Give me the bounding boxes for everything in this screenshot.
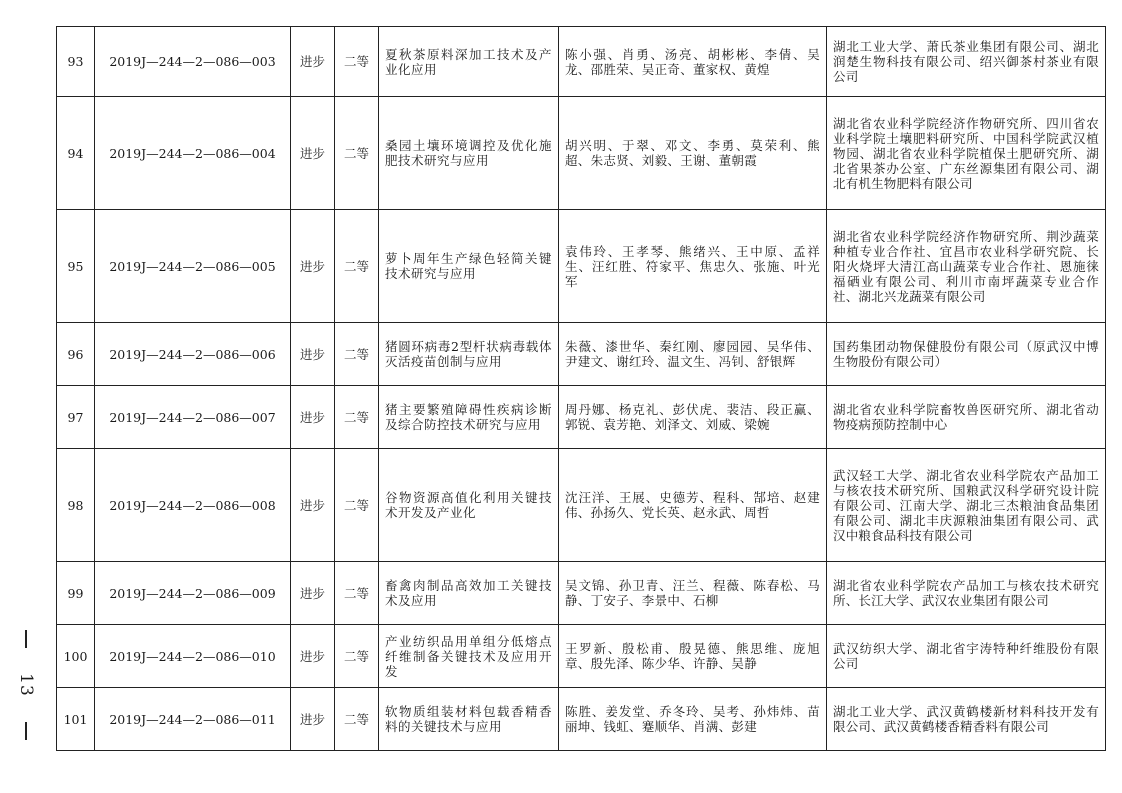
award-category: 进步 (291, 562, 335, 625)
row-number: 97 (57, 386, 95, 449)
row-number: 101 (57, 688, 95, 751)
project-title: 产业纺织品用单组分低熔点纤维制备关键技术及应用开发 (379, 625, 559, 688)
page-number-dash-top (25, 630, 27, 648)
project-title: 畜禽肉制品高效加工关键技术及应用 (379, 562, 559, 625)
award-category: 进步 (291, 210, 335, 323)
main-units: 湖北省农业科学院经济作物研究所、四川省农业科学院土壤肥料研究所、中国科学院武汉植物园、湖北省农业科学院植保土肥研究所、湖北省果茶办公室、广东丝源集团有限公司、湖北有机生物肥料有限公司 (827, 97, 1106, 210)
award-category: 进步 (291, 97, 335, 210)
project-title: 桑园土壤环境调控及优化施肥技术研究与应用 (379, 97, 559, 210)
main-contributors: 沈汪洋、王展、史德芳、程科、郜培、赵建伟、孙扬久、党长英、赵永武、周哲 (559, 449, 827, 562)
main-units: 湖北省农业科学院经济作物研究所、荆沙蔬菜种植专业合作社、宜昌市农业科学研究院、长阳火烧坪大清江高山蔬菜专业合作社、恩施徕福硒业有限公司、利川市南坪蔬菜专业合作社、湖北兴龙蔬菜有限公司 (827, 210, 1106, 323)
award-category: 进步 (291, 386, 335, 449)
row-number: 96 (57, 323, 95, 386)
project-code: 2019J—244—2—086—003 (95, 27, 291, 97)
row-number: 98 (57, 449, 95, 562)
table-row (57, 625, 1106, 688)
table-row (57, 449, 1106, 562)
award-grade: 二等 (335, 688, 379, 751)
project-code: 2019J—244—2—086—008 (95, 449, 291, 562)
award-category: 进步 (291, 323, 335, 386)
project-title: 萝卜周年生产绿色轻简关键技术研究与应用 (379, 210, 559, 323)
page-number-dash-bottom (25, 722, 27, 740)
project-title: 猪主要繁殖障碍性疾病诊断及综合防控技术研究与应用 (379, 386, 559, 449)
page-number (12, 630, 40, 740)
table-row (57, 688, 1106, 751)
award-grade: 二等 (335, 97, 379, 210)
main-units: 武汉轻工大学、湖北省农业科学院农产品加工与核农技术研究所、国粮武汉科学研究设计院有限公司、江南大学、湖北三杰粮油食品集团有限公司、湖北丰庆源粮油集团有限公司、武汉中粮食品科技有限公司 (827, 449, 1106, 562)
main-units: 国药集团动物保健股份有限公司（原武汉中博生物股份有限公司） (827, 323, 1106, 386)
main-contributors: 袁伟玲、王孝琴、熊绪兴、王中原、孟祥生、汪红胜、符家平、焦忠久、张施、叶光军 (559, 210, 827, 323)
row-number: 100 (57, 625, 95, 688)
row-number: 95 (57, 210, 95, 323)
row-number: 93 (57, 27, 95, 97)
award-category: 进步 (291, 449, 335, 562)
main-contributors: 周丹娜、杨克礼、彭伏虎、裴洁、段正赢、郭锐、袁芳艳、刘泽文、刘威、梁婉 (559, 386, 827, 449)
award-category: 进步 (291, 688, 335, 751)
main-units: 湖北工业大学、萧氏茶业集团有限公司、湖北润楚生物科技有限公司、绍兴御茶村茶业有限公司 (827, 27, 1106, 97)
main-contributors: 朱薇、漆世华、秦红刚、廖园园、吴华伟、尹建文、谢红玲、温文生、冯钊、舒银辉 (559, 323, 827, 386)
main-units: 武汉纺织大学、湖北省宇涛特种纤维股份有限公司 (827, 625, 1106, 688)
awards-table-body (57, 27, 1106, 751)
row-number: 99 (57, 562, 95, 625)
award-grade: 二等 (335, 210, 379, 323)
main-units: 湖北省农业科学院畜牧兽医研究所、湖北省动物疫病预防控制中心 (827, 386, 1106, 449)
project-title: 猪圆环病毒2型杆状病毒载体灭活疫苗创制与应用 (379, 323, 559, 386)
main-units: 湖北省农业科学院农产品加工与核农技术研究所、长江大学、武汉农业集团有限公司 (827, 562, 1106, 625)
award-grade: 二等 (335, 27, 379, 97)
table-row (57, 386, 1106, 449)
main-contributors: 陈胜、姜发堂、乔冬玲、吴考、孙炜炜、苗丽坤、钱虹、蹇顺华、肖满、彭建 (559, 688, 827, 751)
project-code: 2019J—244—2—086—011 (95, 688, 291, 751)
project-code: 2019J—244—2—086—009 (95, 562, 291, 625)
table-row (57, 27, 1106, 97)
project-code: 2019J—244—2—086—010 (95, 625, 291, 688)
table-row (57, 210, 1106, 323)
award-category: 进步 (291, 625, 335, 688)
main-contributors: 胡兴明、于翠、邓文、李勇、莫荣利、熊超、朱志贤、刘毅、王谢、董朝霞 (559, 97, 827, 210)
award-grade: 二等 (335, 625, 379, 688)
project-code: 2019J—244—2—086—005 (95, 210, 291, 323)
row-number: 94 (57, 97, 95, 210)
table-row (57, 323, 1106, 386)
award-grade: 二等 (335, 386, 379, 449)
project-code: 2019J—244—2—086—006 (95, 323, 291, 386)
project-title: 软物质组装材料包载香精香料的关键技术与应用 (379, 688, 559, 751)
award-grade: 二等 (335, 449, 379, 562)
project-title: 夏秋茶原料深加工技术及产业化应用 (379, 27, 559, 97)
page-number-value: 13 (15, 673, 36, 697)
project-code: 2019J—244—2—086—007 (95, 386, 291, 449)
table-row (57, 562, 1106, 625)
project-title: 谷物资源高值化利用关键技术开发及产业化 (379, 449, 559, 562)
project-code: 2019J—244—2—086—004 (95, 97, 291, 210)
award-grade: 二等 (335, 562, 379, 625)
main-contributors: 王罗新、殷松甫、殷晃德、熊思维、庞旭章、殷先泽、陈少华、许静、吴静 (559, 625, 827, 688)
awards-table (56, 26, 1106, 751)
table-row (57, 97, 1106, 210)
award-category: 进步 (291, 27, 335, 97)
main-units: 湖北工业大学、武汉黄鹤楼新材料科技开发有限公司、武汉黄鹤楼香精香料有限公司 (827, 688, 1106, 751)
award-grade: 二等 (335, 323, 379, 386)
main-contributors: 陈小强、肖勇、汤亮、胡彬彬、李倩、吴龙、邵胜荣、吴正奇、董家权、黄煌 (559, 27, 827, 97)
main-contributors: 吴文锦、孙卫青、汪兰、程薇、陈春松、马静、丁安子、李景中、石柳 (559, 562, 827, 625)
